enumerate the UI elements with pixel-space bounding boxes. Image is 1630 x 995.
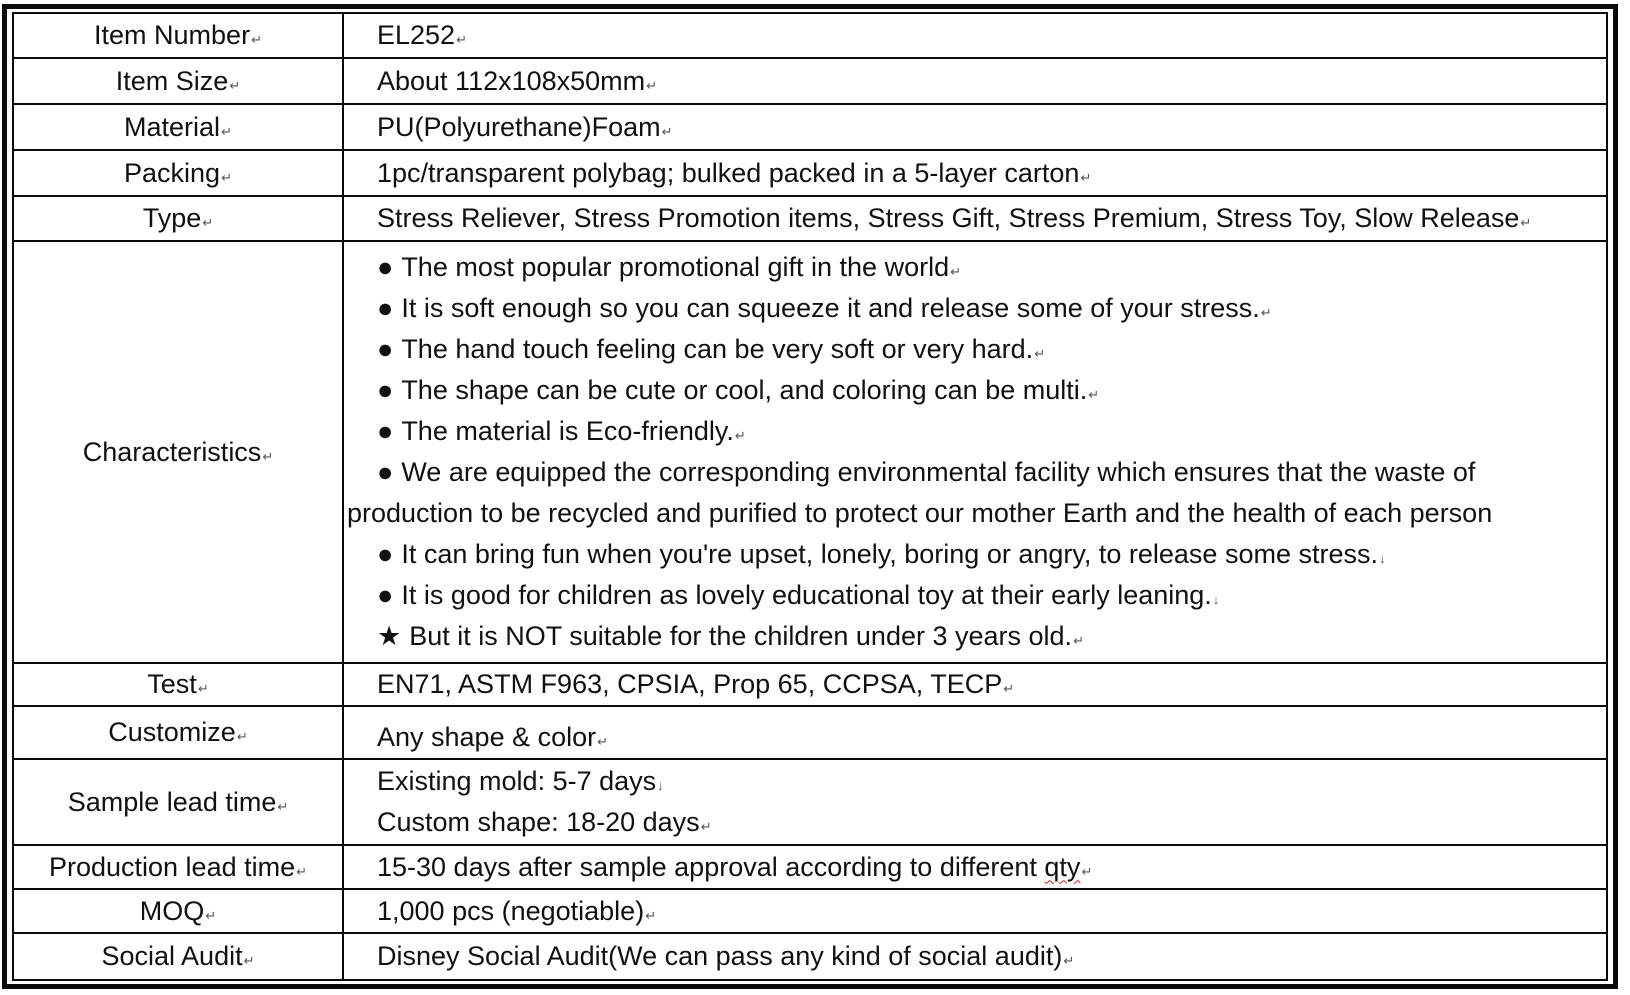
table-row: [13, 845, 1607, 889]
table-row: [13, 104, 1607, 150]
table-row: [13, 663, 1607, 706]
paragraph-mark-icon: ↵: [1081, 863, 1093, 879]
bullet-icon: ●: [377, 579, 394, 610]
label-text: Material: [124, 111, 221, 142]
paragraph-mark-icon: ↵: [1034, 345, 1046, 361]
label-text: MOQ: [139, 895, 205, 926]
list-item-text: The shape can be cute or cool, and coloring can be multi.: [401, 374, 1088, 405]
characteristics-list: [343, 241, 1607, 663]
paragraph-mark-icon: ↵: [1080, 169, 1092, 185]
table-row: [13, 933, 1607, 980]
paragraph-mark-icon: ↵: [262, 448, 274, 464]
line-break-mark-icon: ↓: [1378, 550, 1386, 566]
value-text: EN71, ASTM F963, CPSIA, Prop 65, CCPSA, TECP: [377, 669, 1003, 700]
row-label: [13, 196, 343, 241]
table-row: [13, 150, 1607, 196]
value-text: Any shape & color: [377, 722, 597, 753]
bullet-icon: ●: [377, 333, 394, 364]
value-text: About 112x108x50mm: [377, 65, 646, 96]
paragraph-mark-icon: ↵: [661, 123, 673, 139]
paragraph-mark-icon: ↵: [1520, 215, 1532, 231]
paragraph-mark-icon: ↵: [202, 215, 214, 231]
row-label: [13, 150, 343, 196]
list-item: [377, 802, 1606, 843]
table-row: [13, 759, 1607, 845]
paragraph-mark-icon: ↵: [1260, 304, 1272, 320]
row-value: [343, 845, 1607, 889]
row-value: [343, 13, 1607, 58]
paragraph-mark-icon: ↵: [1073, 632, 1084, 648]
line-break-mark-icon: ↓: [1212, 591, 1220, 607]
bullet-icon: ●: [377, 456, 394, 487]
paragraph-mark-icon: ↵: [221, 169, 232, 185]
row-label: [13, 663, 343, 706]
paragraph-mark-icon: ↵: [229, 77, 241, 93]
bullet-icon: ●: [377, 292, 394, 323]
table-row: [13, 889, 1607, 933]
table-row: [13, 706, 1607, 759]
value-text: 1pc/transparent polybag; bulked packed in a 5-layer carton: [377, 157, 1080, 188]
label-text: Test: [147, 669, 197, 700]
row-value: [343, 150, 1607, 196]
value-text: 15-30 days after sample approval according to different: [377, 851, 1045, 882]
row-label: [13, 889, 343, 933]
paragraph-mark-icon: ↵: [296, 863, 308, 879]
row-label: [13, 13, 343, 58]
list-item-text: It is good for children as lovely educational toy at their early leaning.: [401, 579, 1212, 610]
label-text: Customize: [108, 717, 236, 748]
row-label: [13, 104, 343, 150]
paragraph-mark-icon: ↵: [1063, 953, 1075, 969]
paragraph-mark-icon: ↵: [243, 953, 255, 969]
list-item: [377, 411, 1606, 452]
paragraph-mark-icon: ↵: [645, 907, 657, 923]
list-item: [377, 452, 1606, 493]
paragraph-mark-icon: ↵: [734, 427, 746, 443]
row-label: [13, 845, 343, 889]
table-row: [13, 241, 1607, 663]
table-row: [13, 58, 1607, 104]
list-item-text: It is soft enough so you can squeeze it and release some of your stress.: [401, 292, 1260, 323]
row-label: [13, 58, 343, 104]
table-row: [13, 196, 1607, 241]
value-text: Custom shape: 18-20 days: [377, 806, 700, 837]
paragraph-mark-icon: ↵: [277, 798, 289, 814]
list-item: [377, 329, 1606, 370]
list-item-text: We are equipped the corresponding environmental facility which ensures that the waste of: [401, 456, 1476, 487]
label-text: Sample lead time: [67, 786, 277, 817]
row-value: [343, 663, 1607, 706]
star-icon: ★: [377, 620, 402, 651]
list-item-continuation: [344, 493, 1606, 534]
bullet-icon: ●: [377, 251, 394, 282]
list-item-text: The hand touch feeling can be very soft or very hard.: [401, 333, 1034, 364]
paragraph-mark-icon: ↵: [197, 681, 209, 697]
list-item-text: But it is NOT suitable for the children under 3 years old.: [409, 620, 1073, 651]
paragraph-mark-icon: ↵: [1003, 681, 1015, 697]
product-spec-table: [12, 12, 1608, 981]
list-item: [377, 616, 1606, 657]
list-item-text: production to be recycled and purified to protect our mother Earth and the health of each person: [347, 497, 1493, 528]
row-value: [343, 933, 1607, 980]
row-value: [343, 706, 1607, 759]
value-text: 1,000 pcs (negotiable): [377, 895, 645, 926]
list-item: [377, 761, 1606, 802]
row-value: [343, 104, 1607, 150]
value-text: Stress Reliever, Stress Promotion items, Stress Gift, Stress Premium, Stress Toy, Slow Release: [377, 203, 1520, 234]
row-value: [343, 889, 1607, 933]
list-item-text: It can bring fun when you're upset, lonely, boring or angry, to release some stress.: [401, 538, 1378, 569]
list-item: [377, 534, 1606, 575]
row-value: [343, 196, 1607, 241]
label-text: Characteristics: [82, 436, 262, 467]
label-text: Item Number: [94, 20, 251, 51]
paragraph-mark-icon: ↵: [456, 32, 467, 48]
list-item: [377, 575, 1606, 616]
paragraph-mark-icon: ↵: [646, 77, 658, 93]
value-text: EL252: [377, 20, 456, 51]
value-text: Disney Social Audit(We can pass any kind of social audit): [377, 941, 1063, 972]
bullet-icon: ●: [377, 538, 394, 569]
label-text: Social Audit: [101, 941, 243, 972]
paragraph-mark-icon: ↵: [236, 729, 248, 745]
row-label: [13, 759, 343, 845]
row-value: [343, 759, 1607, 845]
paragraph-mark-icon: ↵: [1088, 386, 1100, 402]
value-text: Existing mold: 5-7 days: [377, 765, 657, 796]
row-label: [13, 933, 343, 980]
list-item: [377, 288, 1606, 329]
table-row: [13, 13, 1607, 58]
list-item-text: The most popular promotional gift in the world: [401, 251, 950, 282]
bullet-icon: ●: [377, 415, 394, 446]
paragraph-mark-icon: ↵: [205, 907, 217, 923]
value-text: PU(Polyurethane)Foam: [377, 111, 661, 142]
paragraph-mark-icon: ↵: [700, 818, 712, 834]
list-item-text: The material is Eco-friendly.: [401, 415, 734, 446]
label-text: Production lead time: [48, 851, 296, 882]
row-value: [343, 58, 1607, 104]
paragraph-mark-icon: ↵: [221, 123, 232, 139]
list-item: [377, 370, 1606, 411]
bullet-icon: ●: [377, 374, 394, 405]
paragraph-mark-icon: ↵: [251, 32, 262, 48]
spellcheck-flagged-word: qty: [1044, 851, 1081, 882]
label-text: Type: [142, 203, 202, 234]
label-text: Packing: [124, 157, 221, 188]
row-label: [13, 706, 343, 759]
label-text: Item Size: [115, 65, 229, 96]
paragraph-mark-icon: ↵: [597, 734, 609, 750]
line-break-mark-icon: ↓: [657, 777, 664, 793]
row-label: [13, 241, 343, 663]
list-item: [377, 247, 1606, 288]
paragraph-mark-icon: ↵: [950, 263, 961, 279]
